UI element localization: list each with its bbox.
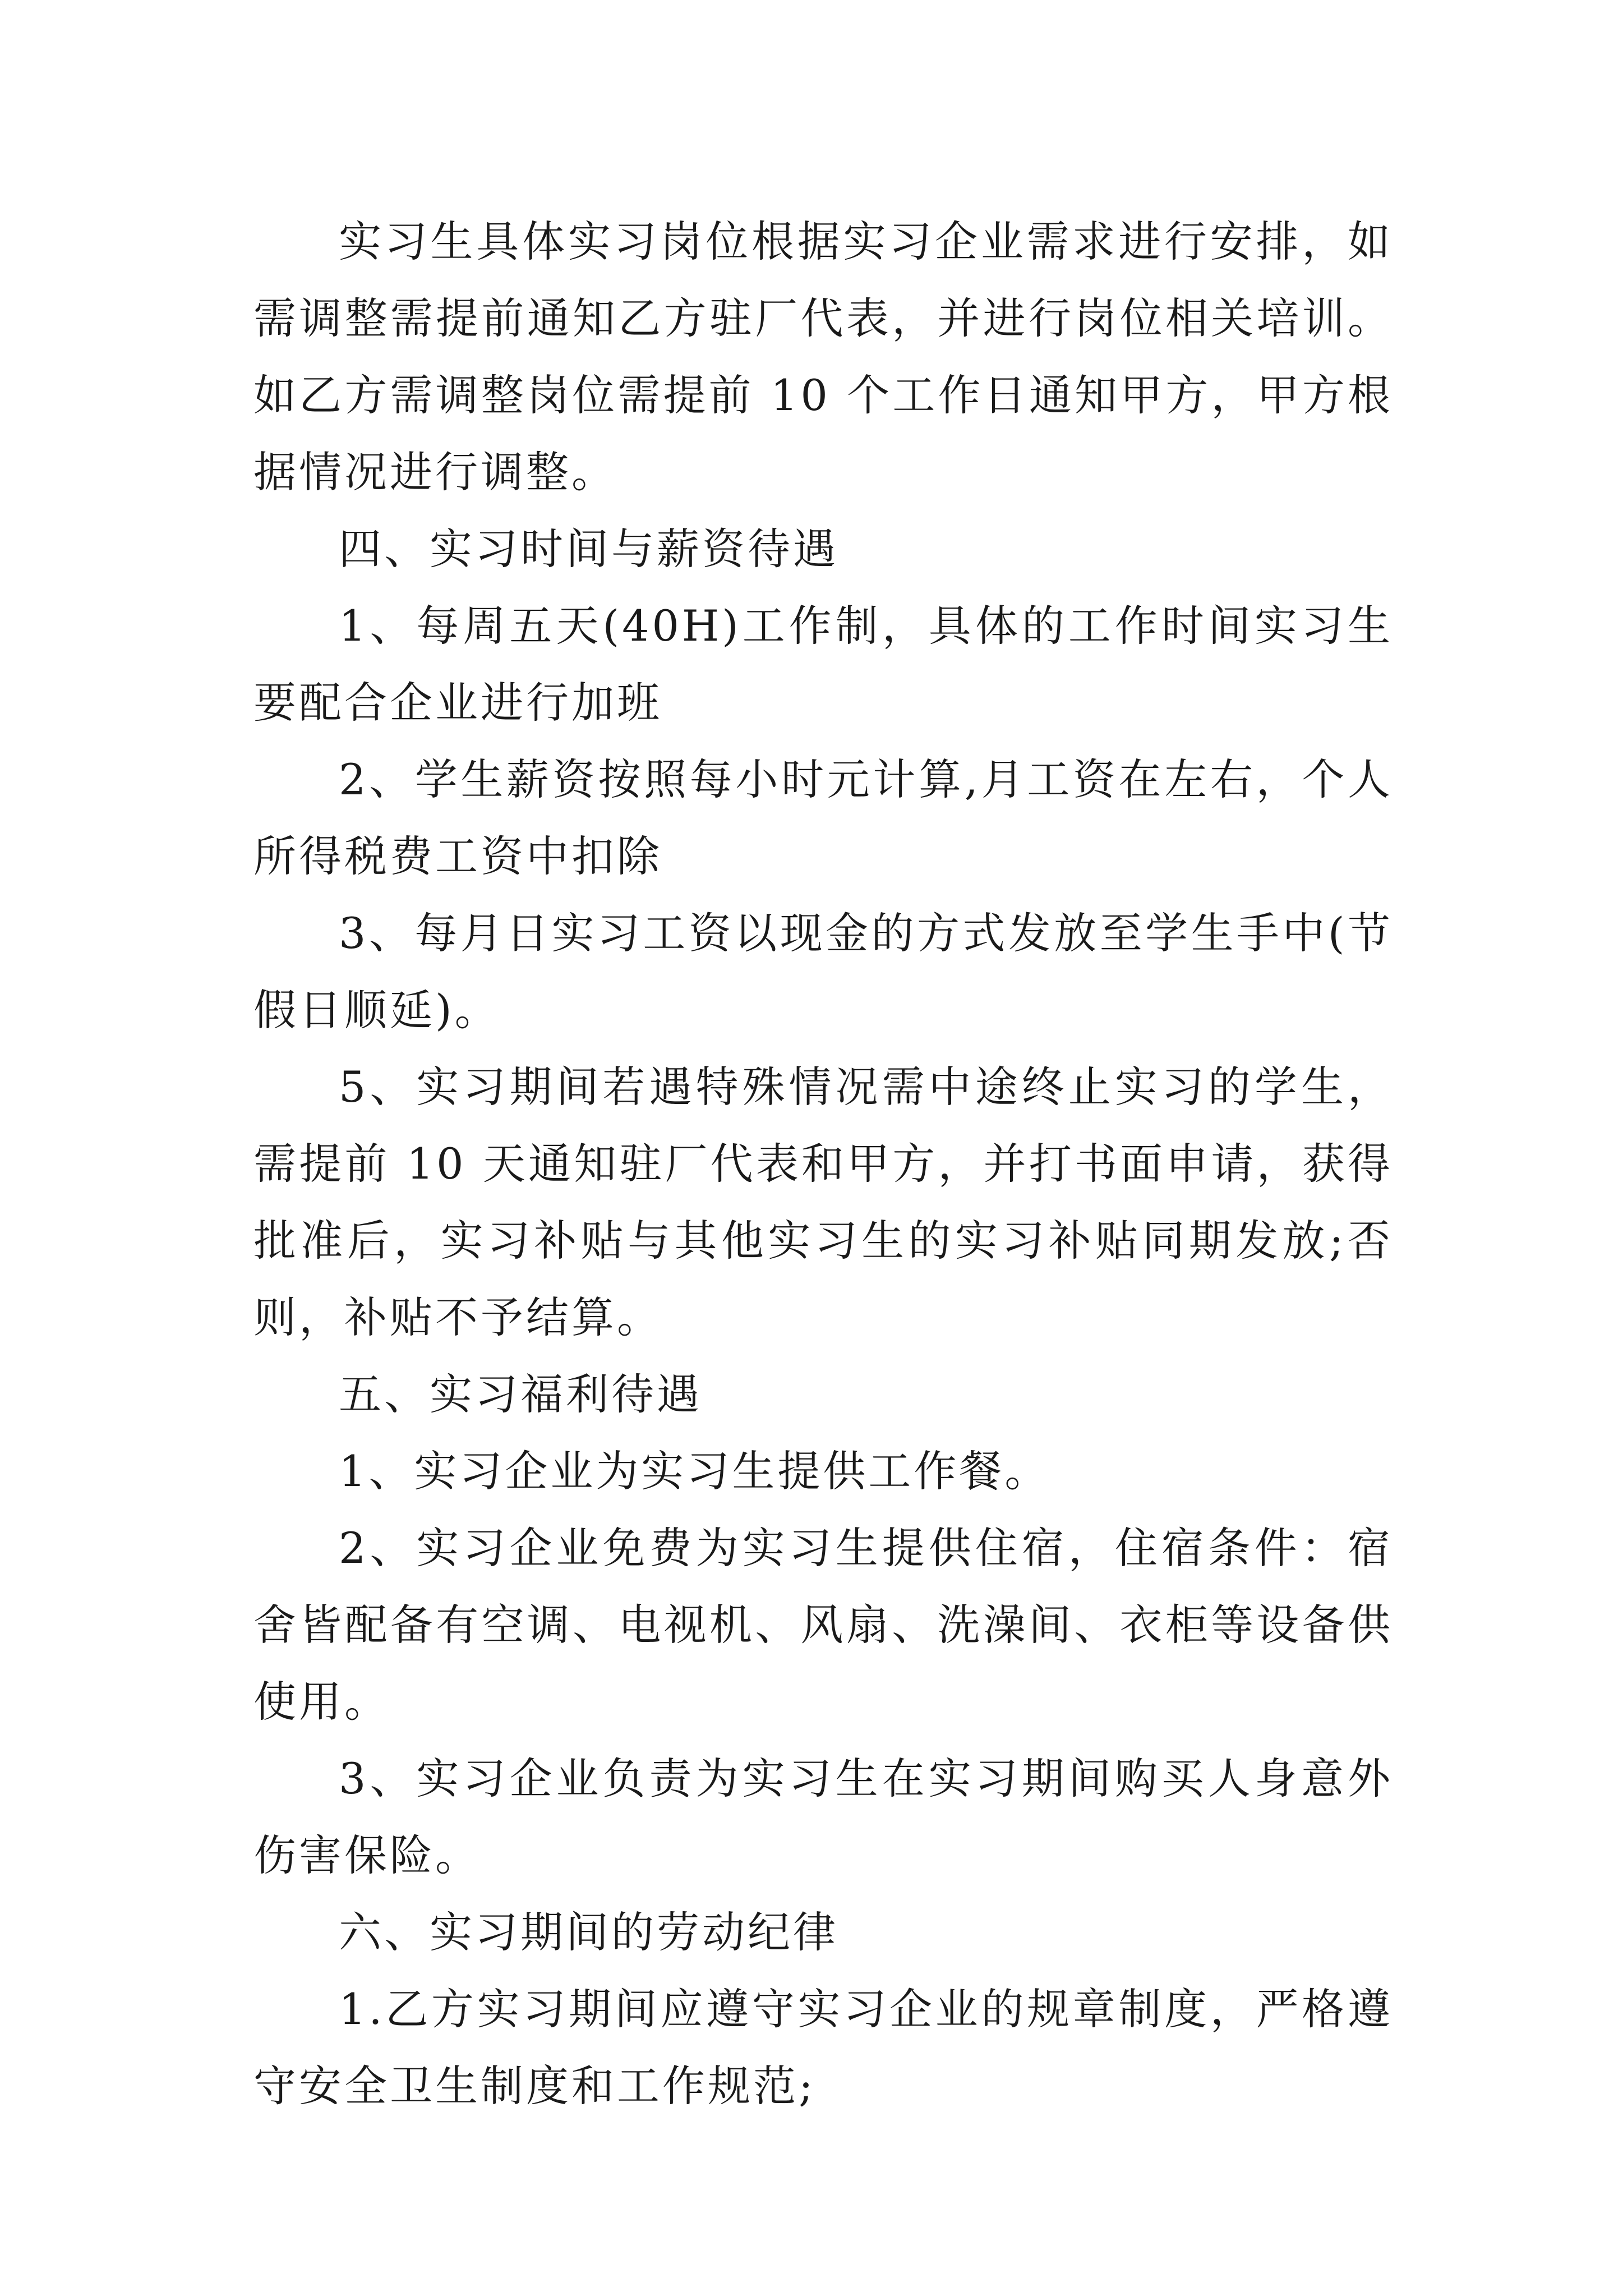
paragraph-termination: 5、实习期间若遇特殊情况需中途终止实习的学生，需提前 10 天通知驻厂代表和甲方，并打书面申请，获得批准后，实习补贴与其他实习生的实习补贴同期发放;否则，补贴不予结算。 (253, 1062, 1393, 1342)
section-heading-5: 五、实习福利待遇 (339, 1369, 702, 1419)
document-body (253, 203, 1393, 2124)
paragraph-payment: 3、每月日实习工资以现金的方式发放至学生手中(节假日顺延)。 (253, 908, 1393, 1035)
paragraph-meals: 1、实习企业为实习生提供工作餐。 (339, 1446, 1050, 1496)
paragraph-discipline: 1.乙方实习期间应遵守实习企业的规章制度，严格遵守安全卫生制度和工作规范; (253, 1984, 1393, 2111)
paragraph-position-arrangement: 实习生具体实习岗位根据实习企业需求进行安排，如需调整需提前通知乙方驻厂代表，并进行岗位相关培训。如乙方需调整岗位需提前 10 个工作日通知甲方，甲方根据情况进行调整。 (253, 217, 1393, 497)
section-heading-4: 四、实习时间与薪资待遇 (339, 524, 838, 574)
paragraph-salary: 2、学生薪资按照每小时元计算,月工资在左右，个人所得税费工资中扣除 (253, 754, 1393, 881)
paragraph-work-schedule: 1、每周五天(40H)工作制，具体的工作时间实习生要配合企业进行加班 (253, 601, 1393, 728)
section-heading-6: 六、实习期间的劳动纪律 (339, 1907, 838, 1957)
paragraph-insurance: 3、实习企业负责为实习生在实习期间购买人身意外伤害保险。 (253, 1754, 1393, 1880)
paragraph-accommodation: 2、实习企业免费为实习生提供住宿，住宿条件：宿舍皆配备有空调、电视机、风扇、洗澡间、衣柜等设备供使用。 (253, 1523, 1393, 1727)
